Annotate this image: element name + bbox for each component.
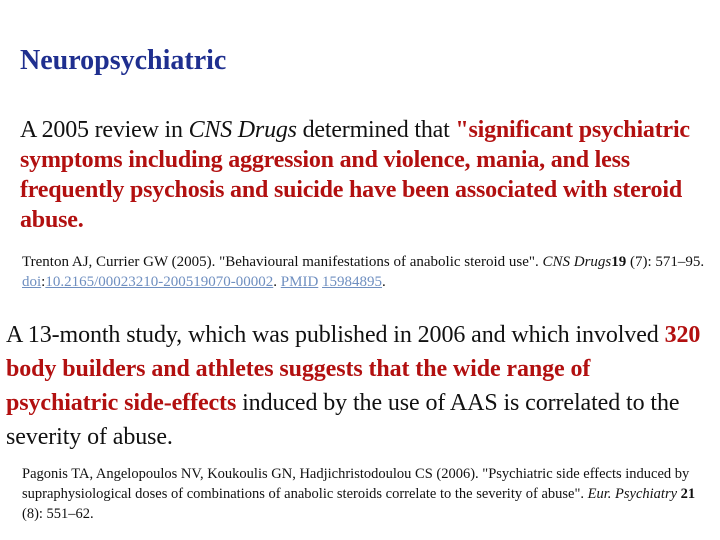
- citation-pagonis: [22, 464, 712, 524]
- review-quote-highlight: "significant psychiatric symptoms including aggression and violence, mania, and less frequently psychosis and suicide have been associated with steroid abuse.: [20, 117, 690, 233]
- study-text-end: induced by the use of AAS is correlated to the severity of abuse.: [6, 390, 680, 450]
- doi-link[interactable]: doi: [22, 274, 42, 290]
- doi-value-link[interactable]: 10.2165/00023210-200519070-00002: [45, 274, 274, 290]
- citation-end: .: [382, 274, 386, 290]
- review-text-intro: A 2005 review in: [20, 117, 189, 143]
- study-paragraph: [6, 318, 706, 454]
- citation-separator: .: [273, 274, 281, 290]
- study-highlight: 320 body builders and athletes suggests that the wide range of psychiatric side-effects: [6, 322, 701, 416]
- pmid-link[interactable]: PMID: [280, 274, 319, 290]
- citation-trenton: [22, 252, 712, 292]
- citation2-pages: (8): 551–62.: [22, 506, 94, 522]
- citation-pages: (7): 571–95.: [626, 254, 705, 270]
- citation2-volume: 21: [680, 486, 696, 502]
- doi-separator: :: [41, 274, 46, 290]
- citation-volume: 19: [611, 254, 627, 270]
- pmid-value-link[interactable]: 15984895: [322, 274, 383, 290]
- review-paragraph: [20, 115, 710, 235]
- study-text-intro: A 13-month study, which was published in 2006 and which involved: [6, 322, 665, 348]
- citation-authors: Trenton AJ, Currier GW (2005). "Behavioural manifestations of anabolic steroid use".: [22, 254, 543, 270]
- slide-title: Neuropsychiatric: [20, 45, 227, 76]
- review-text-mid: determined that: [296, 117, 456, 143]
- citation-journal: CNS Drugs: [542, 254, 612, 270]
- review-journal-name: CNS Drugs: [188, 117, 297, 143]
- citation2-journal: Eur. Psychiatry: [587, 486, 678, 502]
- citation2-authors: Pagonis TA, Angelopoulos NV, Koukoulis GN, Hadjichristodoulou CS (2006). "Psychiatric side effects induced by supraphysiological doses of combinations of anabolic steroids correlate to the severity of abuse".: [22, 466, 690, 502]
